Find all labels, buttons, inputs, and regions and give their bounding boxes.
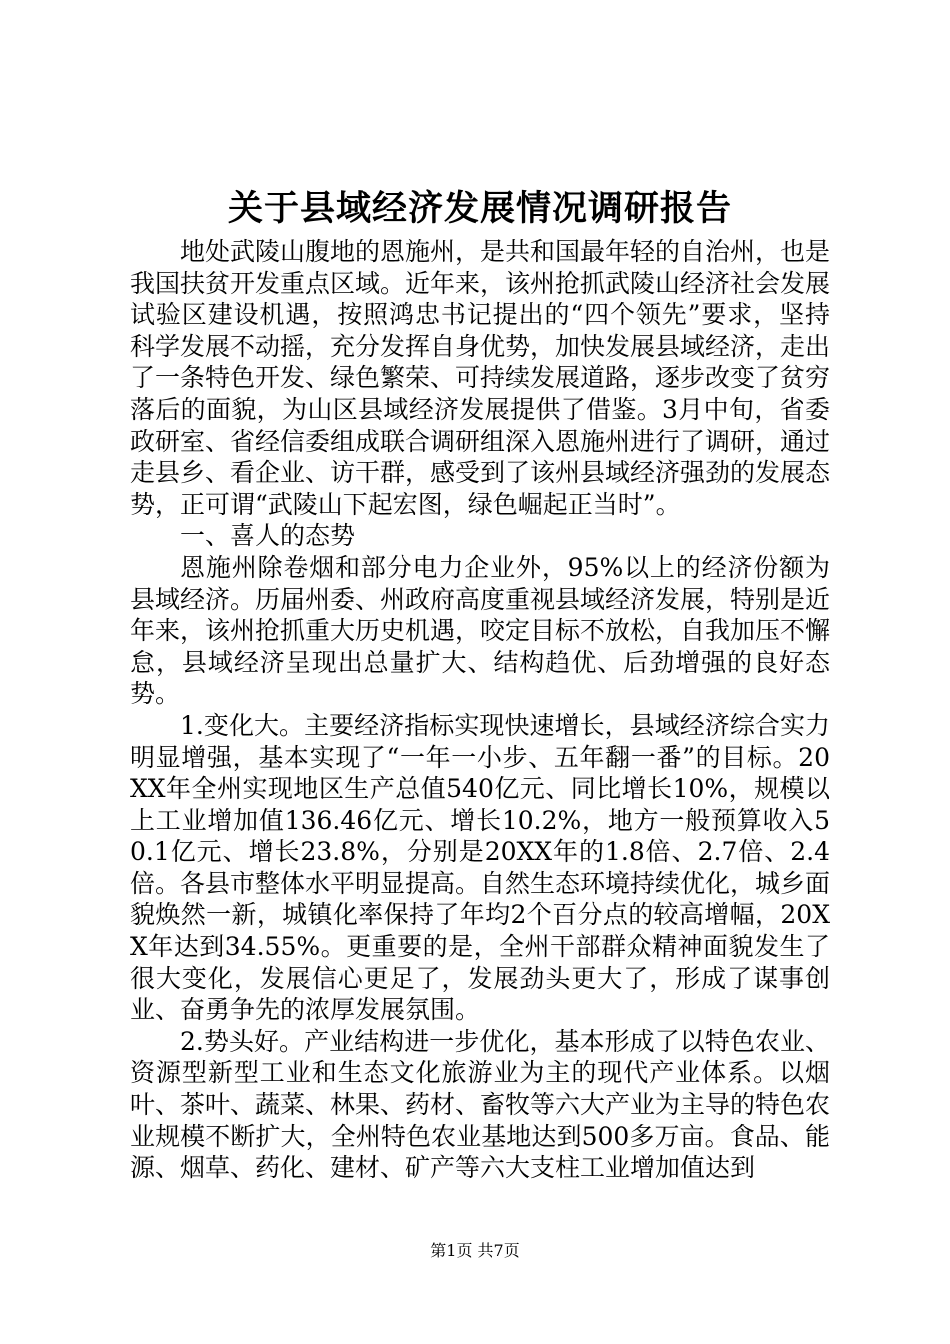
- paragraph-overview: 恩施州除卷烟和部分电力企业外，95%以上的经济份额为县域经济。历届州委、州政府高度重视县域经济发展，特别是近年来，该州抢抓重大历史机遇，咬定目标不放松，自我加压不懈怠，县域经济呈现出总量扩大、结构趋优、后劲增强的良好态势。: [130, 552, 831, 709]
- section-heading: 一、喜人的态势: [180, 521, 356, 551]
- page-footer: 第1页 共7页: [430, 1241, 520, 1260]
- paragraph-intro: 地处武陵山腹地的恩施州，是共和国最年轻的自治州，也是我国扶贫开发重点区域。近年来，该州抢抓武陵山经济社会发展试验区建设机遇，按照鸿忠书记提出的“四个领先”要求，坚持科学发展不动摇，充分发挥自身优势，加快发展县域经济，走出了一条特色开发、绿色繁荣、可持续发展道路，逐步改变了贫穷落后的面貌，为山区县域经济发展提供了借鉴。3月中旬，省委政研室、省经信委组成联合调研组深入恩施州进行了调研，通过走县乡、看企业、访干群，感受到了该州县域经济强劲的发展态势，正可谓“武陵山下起宏图，绿色崛起正当时”。: [130, 237, 831, 519]
- document-title: 关于县域经济发展情况调研报告: [227, 188, 732, 229]
- paragraph-point-2: 2.势头好。产业结构进一步优化，基本形成了以特色农业、资源型新型工业和生态文化旅游业为主的现代产业体系。以烟叶、茶叶、蔬菜、林果、药材、畜牧等六大产业为主导的特色农业规模不断扩大，全州特色农业基地达到500多万亩。食品、能源、烟草、药化、建材、矿产等六大支柱工业增加值达到: [130, 1026, 831, 1183]
- document-page: [130, 186, 830, 1184]
- document-body: [130, 236, 830, 1184]
- paragraph-point-1: 1.变化大。主要经济指标实现快速增长，县域经济综合实力明显增强，基本实现了“一年一小步、五年翻一番”的目标。20XX年全州实现地区生产总值540亿元、同比增长10%，规模以上工业增加值136.46亿元、增长10.2%，地方一般预算收入50.1亿元、增长23.8%，分别是20XX年的1.8倍、2.7倍、2.4倍。各县市整体水平明显提高。自然生态环境持续优化，城乡面貌焕然一新，城镇化率保持了年均2个百分点的较高增幅，20XX年达到34.55%。更重要的是，全州干部群众精神面貌发生了很大变化，发展信心更足了，发展劲头更大了，形成了谋事创业、奋勇争先的浓厚发展氛围。: [130, 710, 831, 1025]
